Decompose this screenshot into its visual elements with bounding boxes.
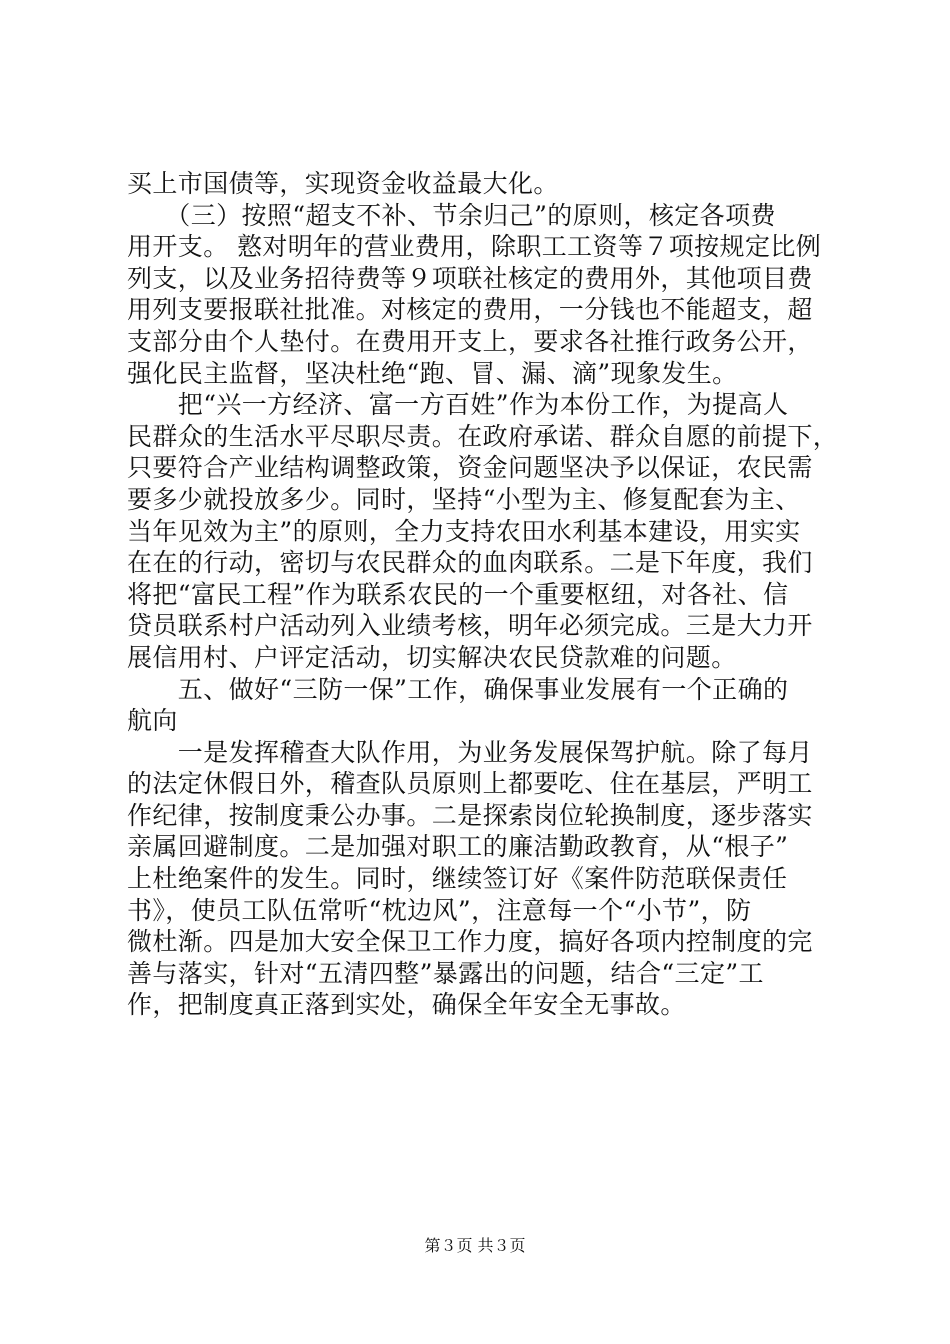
text-line: 的法定休假日外，稽查队员原则上都要吃、住在基层，严明工 <box>127 769 813 799</box>
text-line: 亲属回避制度。二是加强对职工的廉洁勤政教育，从“根子” <box>127 832 789 862</box>
text-line: 一是发挥稽查大队作用，为业务发展保驾护航。除了每月 <box>127 737 813 767</box>
text-line: 上杜绝案件的发生。同时，继续签订好《案件防范联保责任 <box>127 864 788 894</box>
text-line: 买上市国债等，实现资金收益最大化。 <box>127 169 559 198</box>
text-line: 作，把制度真正落到实处，确保全年安全无事故。 <box>127 990 686 1020</box>
text-line: 支部分由个人垫付。在费用开支上，要求各社推行政务公开， <box>127 326 813 356</box>
text-line: 航向 <box>127 706 178 736</box>
text-line: 民群众的生活水平尽职尽责。在政府承诺、群众自愿的前提下， <box>127 421 839 451</box>
text-line: 只要符合产业结构调整政策，资金问题坚决予以保证，农民需 <box>127 453 813 483</box>
page-number: 第３页 共３页 <box>424 1236 526 1255</box>
document-body <box>127 168 839 1021</box>
page-footer <box>0 1236 950 1256</box>
text-line: 微杜渐。四是加大安全保卫工作力度，搞好各项内控制度的完 <box>127 927 813 957</box>
text-line: 展信用村、户评定活动，切实解决农民贷款难的问题。 <box>127 642 737 672</box>
text-line: 把“兴一方经济、富一方百姓”作为本份工作，为提高人 <box>127 390 789 420</box>
text-line: 强化民主监督，坚决杜绝“跑、冒、漏、滴”现象发生。 <box>127 358 738 388</box>
text-line: 书》，使员工队伍常听“枕边风”，注意每一个“小节”，防 <box>127 895 752 925</box>
text-line: 列支，以及业务招待费等９项联社核定的费用外，其他项目费 <box>127 263 813 293</box>
text-line: （三）按照“超支不补、节余归己”的原则，核定各项费 <box>127 200 776 230</box>
text-line: 用列支要报联社批准。对核定的费用，一分钱也不能超支，超 <box>127 295 813 325</box>
text-line: 在在的行动，密切与农民群众的血肉联系。二是下年度，我们 <box>127 548 813 578</box>
text-line: 将把“富民工程”作为联系农民的一个重要枢纽，对各社、信 <box>127 579 789 609</box>
text-line: 贷员联系村户活动列入业绩考核，明年必须完成。三是大力开 <box>127 611 813 641</box>
text-line: 要多少就投放多少。同时，坚持“小型为主、修复配套为主、 <box>127 484 801 514</box>
text-line: 当年见效为主”的原则，全力支持农田水利基本建设，用实实 <box>127 516 801 546</box>
text-line: 作纪律，按制度秉公办事。二是探索岗位轮换制度，逐步落实 <box>127 800 813 830</box>
text-line: 善与落实，针对“五清四整”暴露出的问题，结合“三定”工 <box>127 958 764 988</box>
text-line: 五、做好“三防一保”工作，确保事业发展有一个正确的 <box>127 674 789 704</box>
text-line: 用开支。 憝对明年的营业费用，除职工工资等７项按规定比例 <box>127 232 822 262</box>
